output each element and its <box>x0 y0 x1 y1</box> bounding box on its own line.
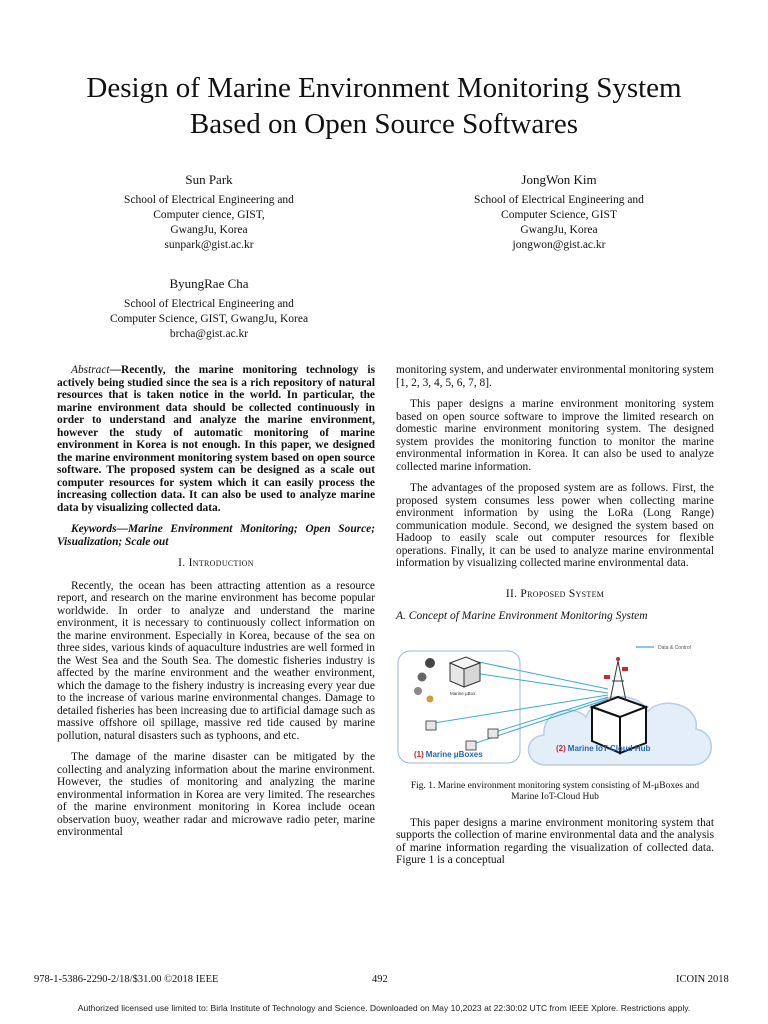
author-block-1 <box>84 172 334 253</box>
author-affiliation: School of Electrical Engineering and <box>124 298 294 310</box>
mbox-device-icon <box>450 657 480 687</box>
footer-copyright: 978-1-5386-2290-2/18/$31.00 ©2018 IEEE <box>34 974 219 985</box>
author-location: GwangJu, Korea <box>520 224 598 236</box>
paragraph: monitoring system, and underwater environmental monitoring system [1, 2, 3, 4, 5, 6, 7, 8]. <box>396 364 714 389</box>
footer-page-number: 492 <box>372 974 388 985</box>
small-mbox-icon <box>466 741 476 750</box>
keywords-separator: — <box>116 523 128 535</box>
keywords-text: Marine Environment Monitoring; Open Source; Visualization; Scale out <box>57 523 375 548</box>
abstract-label: Abstract <box>71 364 110 376</box>
author-email: sunpark@gist.ac.kr <box>164 239 254 251</box>
figure-1 <box>396 641 714 773</box>
section-heading-introduction: I. Introduction <box>178 557 254 569</box>
author-name: Sun Park <box>185 172 233 187</box>
paragraph: The damage of the marine disaster can be mitigated by the collecting and analyzing information about the marine environment. However, the studies of monitoring and analyzing the marine environmental information in Korea are very limited. The researches of the marine environment monitoring in Korea include ocean observation buoy, weather radar and microwave radio peter, marine environmental <box>57 751 375 838</box>
keywords <box>57 523 375 548</box>
author-block-3 <box>84 276 334 342</box>
subsection-heading-concept: A. Concept of Marine Environment Monitoring System <box>396 610 648 622</box>
abstract-separator: — <box>109 364 121 376</box>
legend-label: Data & Control <box>658 644 691 651</box>
author-affiliation: School of Electrical Engineering and <box>474 194 644 206</box>
author-location: GwangJu, Korea <box>170 224 248 236</box>
figure-1-caption: Fig. 1. Marine environment monitoring system consisting of M-μBoxes and Marine IoT-Cloud Hub <box>410 780 700 802</box>
paragraph: The advantages of the proposed system are as follows. First, the proposed system consumes less power when collecting marine environment information by using the LoRa (Long Range) communication module. Second, we designed the system based on Hadoop to easily scale out computer resources for flexible operations. Finally, it can be used to analyze marine environmental information by visualizing collected marine environmental data. <box>396 482 714 569</box>
sensor-icon <box>418 672 427 681</box>
right-column <box>396 364 714 876</box>
figure-label-2 <box>556 744 651 753</box>
title-line-1: Design of Marine Environment Monitoring System <box>86 72 682 104</box>
sensor-icon <box>425 658 435 668</box>
left-column <box>57 364 375 848</box>
paragraph: This paper designs a marine environment monitoring system based on open source software to improve the limited research on domestic marine environment monitoring system. The designed system provides the monitoring function to monitor the marine environmental information in Korea. It can also be used to analyze collected marine information. <box>396 398 714 473</box>
author-affiliation: Computer Science, GIST, GwangJu, Korea <box>109 313 309 325</box>
small-mbox-icon <box>426 721 436 730</box>
paper-title <box>40 70 728 142</box>
paragraph: This paper designs a marine environment monitoring system that supports the collection of marine environmental data and the analysis of marine information regarding the visualization of collected data. Figure 1 is a conceptual <box>396 816 714 866</box>
author-block-2 <box>434 172 684 253</box>
author-email: jongwon@gist.ac.kr <box>512 239 606 251</box>
keywords-label: Keywords <box>71 523 117 535</box>
tower-icon <box>604 657 628 701</box>
author-name: JongWon Kim <box>521 172 597 187</box>
author-affiliation: School of Electrical Engineering and <box>124 194 294 206</box>
author-email: brcha@gist.ac.kr <box>169 328 249 340</box>
sensor-icon <box>414 687 422 695</box>
figure-label-1-number: (1) <box>414 749 424 759</box>
abstract-text: Recently, the marine monitoring technology is actively being studied since the sea is a rich repository of natural resources that is taken notice in the world. In particular, the marine environment data should be collected continuously in order to understand and analyze the marine environment, however the study of automatic monitoring of marine environment in Korea is not enough. In this paper, we designed the marine environment monitoring system based on open source software. The proposed system can be designed as a scale out computer resources for system which it can easily process the increasing collection data. It can also be used to analyze marine data by visualizing collected data. <box>57 364 375 514</box>
figure-label-2-text: Marine IoT-Cloud Hub <box>567 743 651 753</box>
paragraph: Recently, the ocean has been attracting attention as a resource report, and research on the marine environment has become popular worldwide. In order to analyze and understand the marine environment, it is necessary to continuously collect information on the marine environment. Especially in Korea, because of the sea on three sides, various kinds of aquaculture industries are well formed in the West Sea and the South Sea. The domestic fisheries industry is affected by the marine environment and the weather environment, which the damage to the fishery industry is increasing every year due to the increase of various marine environmental changes. Damage to detailed fisheries has been increasing due to artificial damage such as massive offshore oil spillage, massive red tide caused by marine pollution, natural disasters such as typhoons, and etc. <box>57 579 375 742</box>
footer-conference: ICOIN 2018 <box>676 974 729 985</box>
sensor-icon <box>427 695 434 702</box>
figure-label-1-text: Marine μBoxes <box>425 749 483 759</box>
authorized-use-note: Authorized licensed use limited to: Birla Institute of Technology and Science. Downloaded on May 10,2023 at 22:30:02 UTC from IEEE Xplore. Restrictions apply. <box>77 1003 691 1013</box>
title-line-2: Based on Open Source Softwares <box>189 108 579 140</box>
author-affiliation: Computer cience, GIST, <box>153 209 265 221</box>
abstract <box>57 364 375 514</box>
mbox-label: Marine μBox <box>450 690 476 696</box>
figure-label-2-number: (2) <box>556 743 566 753</box>
author-name: ByungRae Cha <box>169 276 249 291</box>
section-heading-proposed-system: II. Proposed System <box>505 587 605 600</box>
figure-1-diagram <box>396 641 714 773</box>
small-mbox-icon <box>488 729 498 738</box>
author-affiliation: Computer Science, GIST <box>501 209 617 221</box>
